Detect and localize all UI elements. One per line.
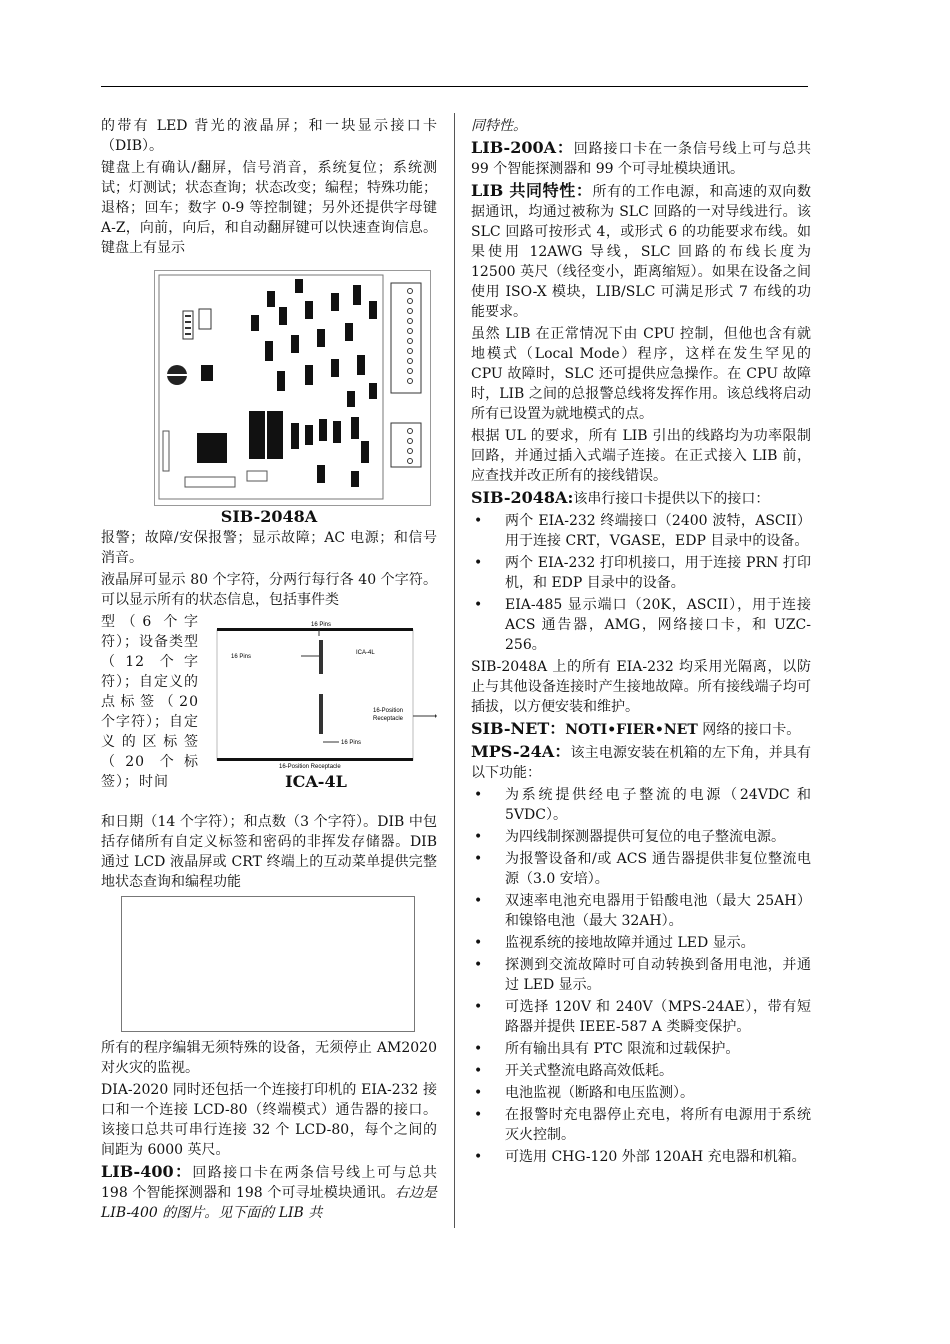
paragraph-lib-200a: LIB-200A：回路接口卡在一条信号线上可与总共 99 个智能探测器和 99 个可寻址模块通讯。 <box>471 138 812 177</box>
figure-caption-ica-4l: ICA-4L <box>285 772 347 791</box>
list-item: • 开关式整流电路高效低耗。 <box>471 1061 811 1081</box>
right-column <box>471 116 811 1169</box>
mps-24a-list <box>471 785 811 1167</box>
paragraph-sib-2048a: SIB-2048A:该串行接口卡提供以下的接口： <box>471 488 770 507</box>
figure-caption-sib-2048a: SIB-2048A <box>220 507 318 526</box>
sib-2048a-board-image <box>154 270 431 506</box>
ica-label-bottom-pins: 16 Pins <box>341 740 362 746</box>
paragraph-alarms: 报警；故障/安保报警；显示故障；AC 电源；和信号消音。 <box>101 530 437 566</box>
ica-4l-section <box>101 612 437 812</box>
notifier-net-brand: NOTI•FIER•NET <box>565 722 698 738</box>
list-item: • 为四线制探测器提供可复位的电子整流电源。 <box>471 827 811 847</box>
lib-common-heading: LIB 共同特性： <box>471 181 593 200</box>
list-item: • 两个 EIA-232 打印机接口，用于连接 PRN 打印机，和 EDP 目录中的设备。 <box>471 553 811 593</box>
paragraph-sib-net: SIB-NET：NOTI•FIER•NET 网络的接口卡。 <box>471 719 801 738</box>
ica-label-receptacle-a: 16-Position <box>373 708 404 714</box>
paragraph-lcd: 的带有 LED 背光的液晶屏；和一块显示接口卡（DIB）。 <box>101 118 437 154</box>
left-column <box>101 116 437 1225</box>
paragraph-cpu: 虽然 LIB 在正常情况下由 CPU 控制，但他也含有就地模式（Local Mode）程序，这样在发生罕见的 CPU 故障时，SLC 还可提供应急操作。在 CPU 故障时，LIB 之间的总报警总线将发挥作用。该总线将启动所有已设置为就地模式的点。 <box>471 326 811 422</box>
paragraph-dia-2020: DIA-2020 同时还包括一个连接打印机的 EIA-232 接口和一个连接 LCD-80（终端模式）通告器的接口。该接口总共可串行连接 32 个 LCD-80，每个之间的间距为 6000 英尺。 <box>101 1082 437 1158</box>
paragraph-programming: 所有的程序编辑无须特殊的设备，无须停止 AM2020 对火灾的监视。 <box>101 1040 437 1076</box>
list-item: • 电池监视（断路和电压监测）。 <box>471 1083 811 1103</box>
list-item: • 在报警时充电器停止充电，将所有电源用于系统灭火控制。 <box>471 1105 811 1145</box>
paragraph-mps-24a: MPS-24A：该主电源安装在机箱的左下角，并具有以下功能： <box>471 742 811 781</box>
paragraph-continued: 同特性。 <box>471 118 527 134</box>
ica-label-name: ICA-4L <box>356 650 375 656</box>
list-item: • 为报警设备和/或 ACS 通告器提供非复位整流电源（3.0 安培）。 <box>471 849 811 889</box>
column-divider <box>454 113 455 1228</box>
ica-label-top-pins: 16 Pins <box>311 622 332 628</box>
header-rule <box>101 86 808 87</box>
lib-200a-heading: LIB-200A： <box>471 138 574 157</box>
paragraph-keyboard: 键盘上有确认/翻屏，信号消音，系统复位；系统测试；灯测试；状态查询；状态改变；编程；特殊功能；退格；回车；数字 0-9 等控制键；另外还提供字母键 A-Z，向前，向后，和自动翻屏键可以快速查询信息。键盘上有显示 <box>101 160 437 256</box>
list-item: • 两个 EIA-232 终端接口（2400 波特，ASCII）用于连接 CRT，VGASE，EDP 目录中的设备。 <box>471 511 811 551</box>
paragraph-lib-400: LIB-400：回路接口卡在两条信号线上可与总共 198 个智能探测器和 198 个可寻址模块通讯。右边是 LIB-400 的图片。见下面的 LIB 共 <box>101 1162 438 1221</box>
ica-wrapped-text: 型（6 个字符）；设备类型（12 个字符）；自定义的点标签（20 个字符）；自定义的区标签（20 个标签）；时间 <box>101 614 199 790</box>
paragraph-lib-common: LIB 共同特性：所有的工作电源，和高速的双向数据通讯，均通过被称为 SLC 回路的一对导线进行。该 SLC 回路可按形式 4，或形式 6 的功能要求布线。如果使用 12AWG 导线，SLC 回路的布线长度为 12500 英尺（线径变小，距离缩短）。如果在设备之间使用 ISO-X 模块，LIB/SLC 可满足形式 7 布线的功能要求。 <box>471 181 811 320</box>
image-placeholder-box <box>121 896 415 1032</box>
lib-400-heading: LIB-400： <box>101 1162 193 1181</box>
paragraph-lcd-chars: 液晶屏可显示 80 个字符，分两行每行各 40 个字符。可以显示所有的状态信息，包括事件类 <box>101 572 437 608</box>
list-item: • 双速率电池充电器用于铅酸电池（最大 25AH）和镍铬电池（最大 32AH）。 <box>471 891 811 931</box>
mps-24a-heading: MPS-24A： <box>471 742 571 761</box>
list-item: • 可选用 CHG-120 外部 120AH 充电器和机箱。 <box>471 1147 811 1167</box>
ica-label-receptacle-b: Receptacle <box>373 716 404 722</box>
list-item: • 可选择 120V 和 240V（MPS-24AE），带有短路器并提供 IEEE-587 A 类瞬变保护。 <box>471 997 811 1037</box>
sib-2048a-list <box>471 511 811 655</box>
paragraph-ul: 根据 UL 的要求，所有 LIB 引出的线路均为功率限制回路，并通过插入式端子连接。在正式接入 LIB 前，应查找并改正所有的接线错误。 <box>471 428 811 484</box>
ica-label-bottom-receptacle: 16-Position Receptacle <box>279 764 341 770</box>
list-item: • EIA-485 显示端口（20K，ASCII），用于连接 ACS 通告器，AMG，网络接口卡，和 UZC-256。 <box>471 595 811 655</box>
list-item: • 所有输出具有 PTC 限流和过载保护。 <box>471 1039 811 1059</box>
sib-net-heading: SIB-NET： <box>471 719 566 738</box>
paragraph-dib: 和日期（14 个字符）；和点数（3 个字符）。DIB 中包括存储所有自定义标签和密码的非挥发存储器。DIB 通过 LCD 液晶屏或 CRT 终端上的互动菜单提供完整地状态查询和编程功能 <box>101 814 437 890</box>
list-item: • 为系统提供经电子整流的电源（24VDC 和 5VDC）。 <box>471 785 811 825</box>
list-item: • 监视系统的接地故障并通过 LED 显示。 <box>471 933 811 953</box>
sib-2048a-heading: SIB-2048A: <box>471 488 574 507</box>
ica-label-left-pins: 16 Pins <box>231 654 252 660</box>
ica-4l-diagram <box>201 616 437 770</box>
paragraph-sib-isolation: SIB-2048A 上的所有 EIA-232 均采用光隔离，以防止与其他设备连接时产生接地故障。所有接线端子均可插拔，以方便安装和维护。 <box>471 659 811 715</box>
list-item: • 探测到交流故障时可自动转换到备用电池，并通过 LED 显示。 <box>471 955 811 995</box>
